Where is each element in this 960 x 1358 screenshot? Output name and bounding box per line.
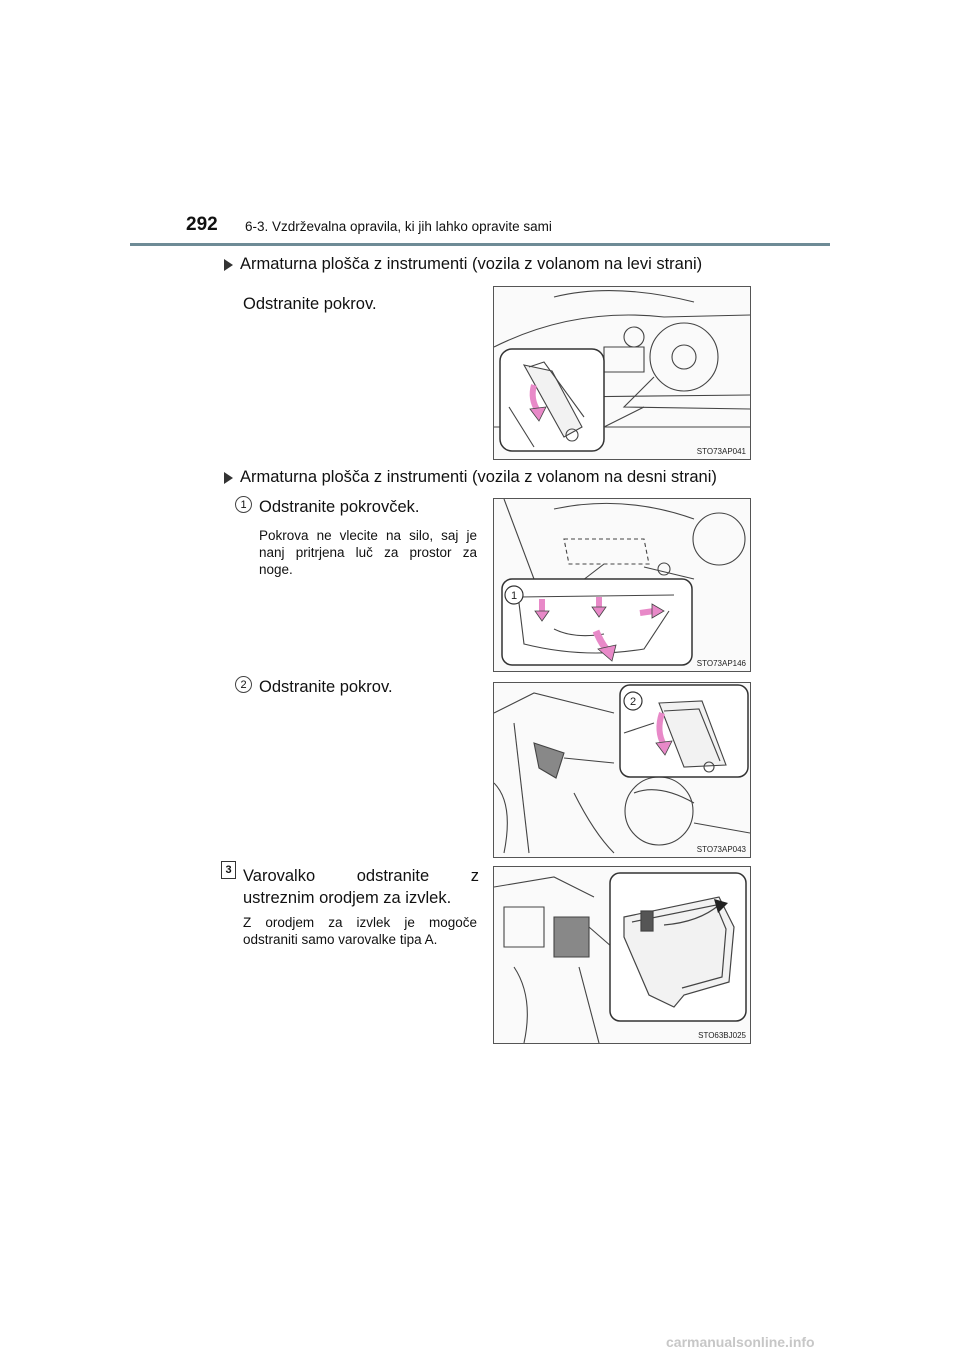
glovebox-cover-illustration (494, 499, 750, 671)
step-3-number: 3 (221, 861, 236, 879)
step-1-note: Pokrova ne vlecite na silo, saj je nanj pritrjena luč za prostor za noge. (259, 528, 477, 577)
instruction-lhd: Odstranite pokrov. (243, 295, 377, 313)
figure-code-lhd: STO73AP041 (696, 447, 746, 456)
figure-step-3 (493, 866, 751, 1044)
step-1-text: Odstranite pokrovček. (259, 498, 420, 516)
callout-1: 1 (510, 590, 518, 602)
triangle-bullet-icon (224, 472, 233, 484)
step-2-marker: 2 (235, 676, 252, 693)
step-2-text: Odstranite pokrov. (259, 678, 393, 696)
step-1-marker: 1 (235, 496, 252, 513)
figure-lhd (493, 286, 751, 460)
figure-code-step-1: STO73AP146 (696, 659, 746, 668)
figure-code-step-3: STO63BJ025 (698, 1031, 746, 1040)
section-title: 6-3. Vzdrževalna opravila, ki jih lahko opravite sami (245, 219, 552, 234)
dashboard-lhd-illustration (494, 287, 750, 459)
figure-code-step-2: STO73AP043 (696, 845, 746, 854)
heading-rhd (224, 468, 717, 487)
step-3-note: Z orodjem za izvlek je mogoče odstraniti samo varovalke tipa A. (243, 915, 477, 947)
callout-2: 2 (629, 696, 637, 708)
header-rule (130, 243, 830, 246)
step-3-text-line2: ustreznim orodjem za izvlek. (243, 889, 452, 907)
heading-lhd (224, 255, 702, 274)
figure-step-2 (493, 682, 751, 858)
figure-step-1 (493, 498, 751, 672)
fuse-puller-illustration (494, 867, 750, 1043)
step-3-text-line1: Varovalko odstranite z (243, 867, 479, 885)
heading-rhd-text: Armaturna plošča z instrumenti (vozila z volanom na desni strani) (240, 468, 717, 486)
triangle-bullet-icon (224, 259, 233, 271)
glovebox-opening-illustration (494, 683, 750, 857)
page-number: 292 (186, 214, 218, 235)
heading-lhd-text: Armaturna plošča z instrumenti (vozila z volanom na levi strani) (240, 255, 703, 273)
footer-site[interactable]: carmanualsonline.info (666, 1334, 815, 1350)
